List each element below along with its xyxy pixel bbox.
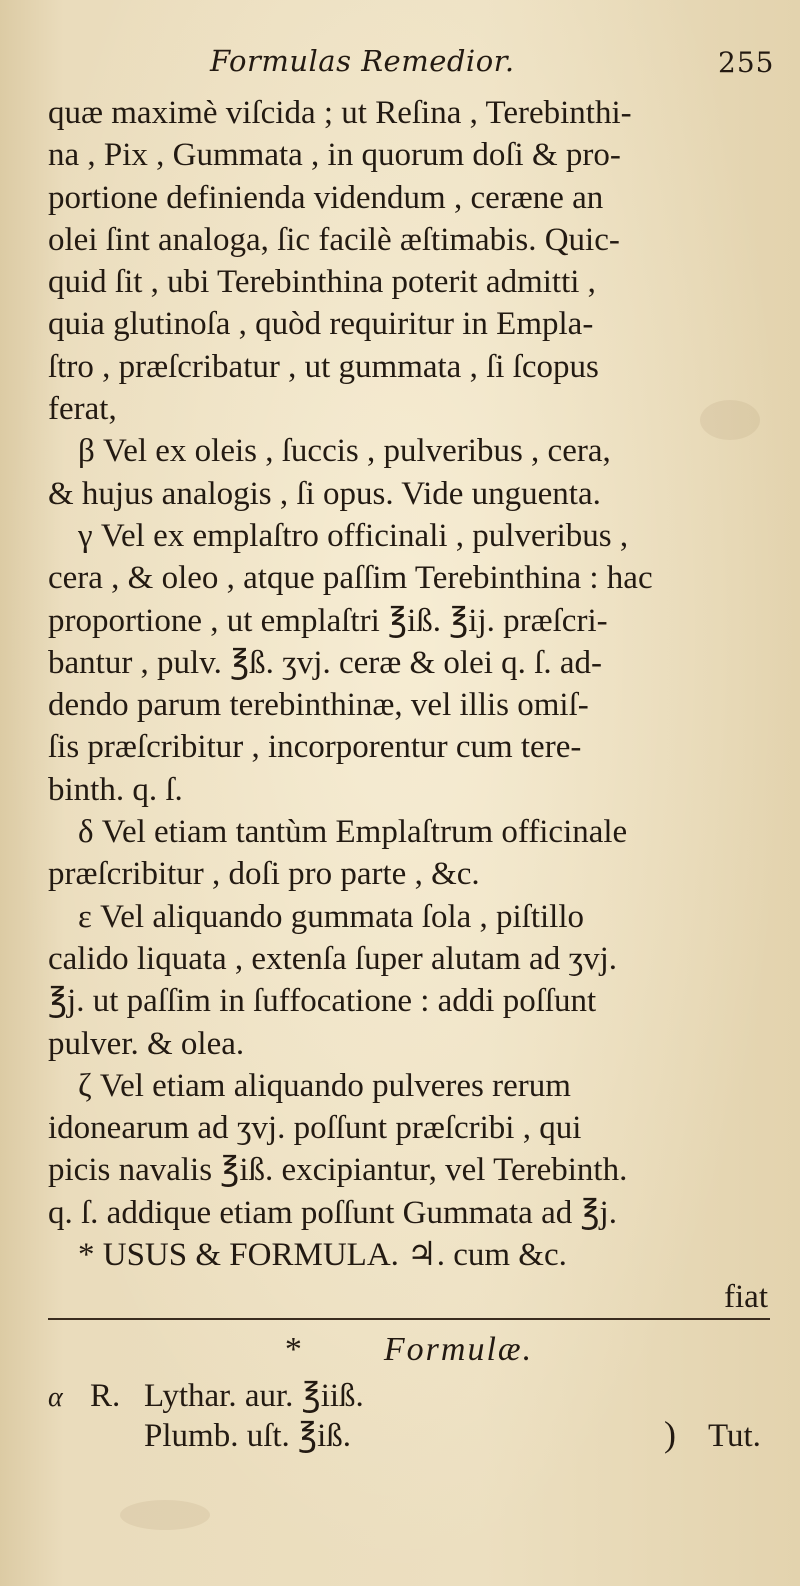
text-line: β Vel ex oleis , ſuccis , pulveribus , cera, [78, 433, 611, 470]
text-line: * USUS & FORMULA. ♃. cum &c. [78, 1237, 567, 1274]
text-line: proportione , ut emplaſtri ℥iß. ℥ij. præſcri- [48, 602, 608, 639]
text-line: pulver. & olea. [48, 1025, 245, 1062]
ingredient: Plumb. uſt. ℥iß. [144, 1418, 352, 1454]
text-line: ſtro , præſcribatur , ut gummata , ſi ſcopus [48, 348, 599, 385]
text-line: ſis præſcribitur , incorporentur cum tere- [48, 729, 582, 766]
text-line: na , Pix , Gummata , in quorum doſi & pro- [48, 137, 621, 174]
text-line: idonearum ad ʒvj. poſſunt præſcribi , qui [48, 1110, 582, 1147]
formula-marker: α [48, 1382, 63, 1413]
text-line: olei ſint analoga, ſic facilè æſtimabis. Quic- [48, 221, 620, 258]
text-line: quia glutinoſa , quòd requiritur in Empla- [48, 306, 594, 343]
formula-line [48, 1416, 770, 1456]
running-head: Formulas Remedior. [210, 44, 515, 78]
text-line: picis navalis ℥iß. excipiantur, vel Terebinth. [48, 1152, 628, 1189]
text-line: q. ſ. addique etiam poſſunt Gummata ad ℥j. [48, 1194, 617, 1231]
asterisk: * [284, 1331, 304, 1368]
text-line: & hujus analogis , ſi opus. Vide unguenta. [48, 475, 601, 512]
ingredient: Lythar. aur. ℥iiß. [144, 1378, 364, 1414]
brace-mark: ) [664, 1414, 676, 1454]
body-text [48, 92, 768, 1319]
formulae-section [48, 1330, 770, 1456]
text-line: cera , & oleo , atque paſſim Terebinthina : hac [48, 560, 653, 597]
text-line: ℥j. ut paſſim in ſuffocatione : addi poſſunt [48, 983, 597, 1020]
catchword: fiat [724, 1279, 768, 1316]
recipe-prefix: R. [90, 1378, 121, 1414]
text-line: quæ maximè viſcida ; ut Reſina , Terebinthi- [48, 95, 632, 131]
formulae-title [48, 1330, 770, 1370]
text-line: portione definienda videndum , ceræne an [48, 179, 604, 216]
paper-stain [120, 1500, 210, 1530]
page-header [0, 44, 800, 84]
text-line: quid ſit , ubi Terebinthina poterit admitti , [48, 264, 596, 301]
text-line: calido liquata , extenſa ſuper alutam ad ʒvj. [48, 940, 618, 977]
text-line: ε Vel aliquando gummata ſola , piſtillo [78, 898, 585, 935]
section-rule [48, 1318, 770, 1320]
text-line: binth. q. ſ. [48, 771, 183, 808]
text-line: præſcribitur , doſi pro parte , &c. [48, 856, 480, 893]
ingredient-note: Tut. [708, 1418, 761, 1454]
text-line: ferat, [48, 391, 117, 428]
page-number: 255 [718, 46, 775, 79]
text-line: γ Vel ex emplaſtro officinali , pulveribus , [78, 517, 629, 554]
text-line: bantur , pulv. ℥ß. ʒvj. ceræ & olei q. ſ. ad- [48, 644, 602, 681]
text-line: δ Vel etiam tantùm Emplaſtrum officinale [78, 814, 628, 851]
text-line: dendo parum terebinthinæ, vel illis omiſ- [48, 687, 589, 724]
formula-line [48, 1376, 770, 1416]
formulae-title-text: Formulæ. [383, 1331, 534, 1368]
text-line: ζ Vel etiam aliquando pulveres rerum [78, 1067, 571, 1104]
